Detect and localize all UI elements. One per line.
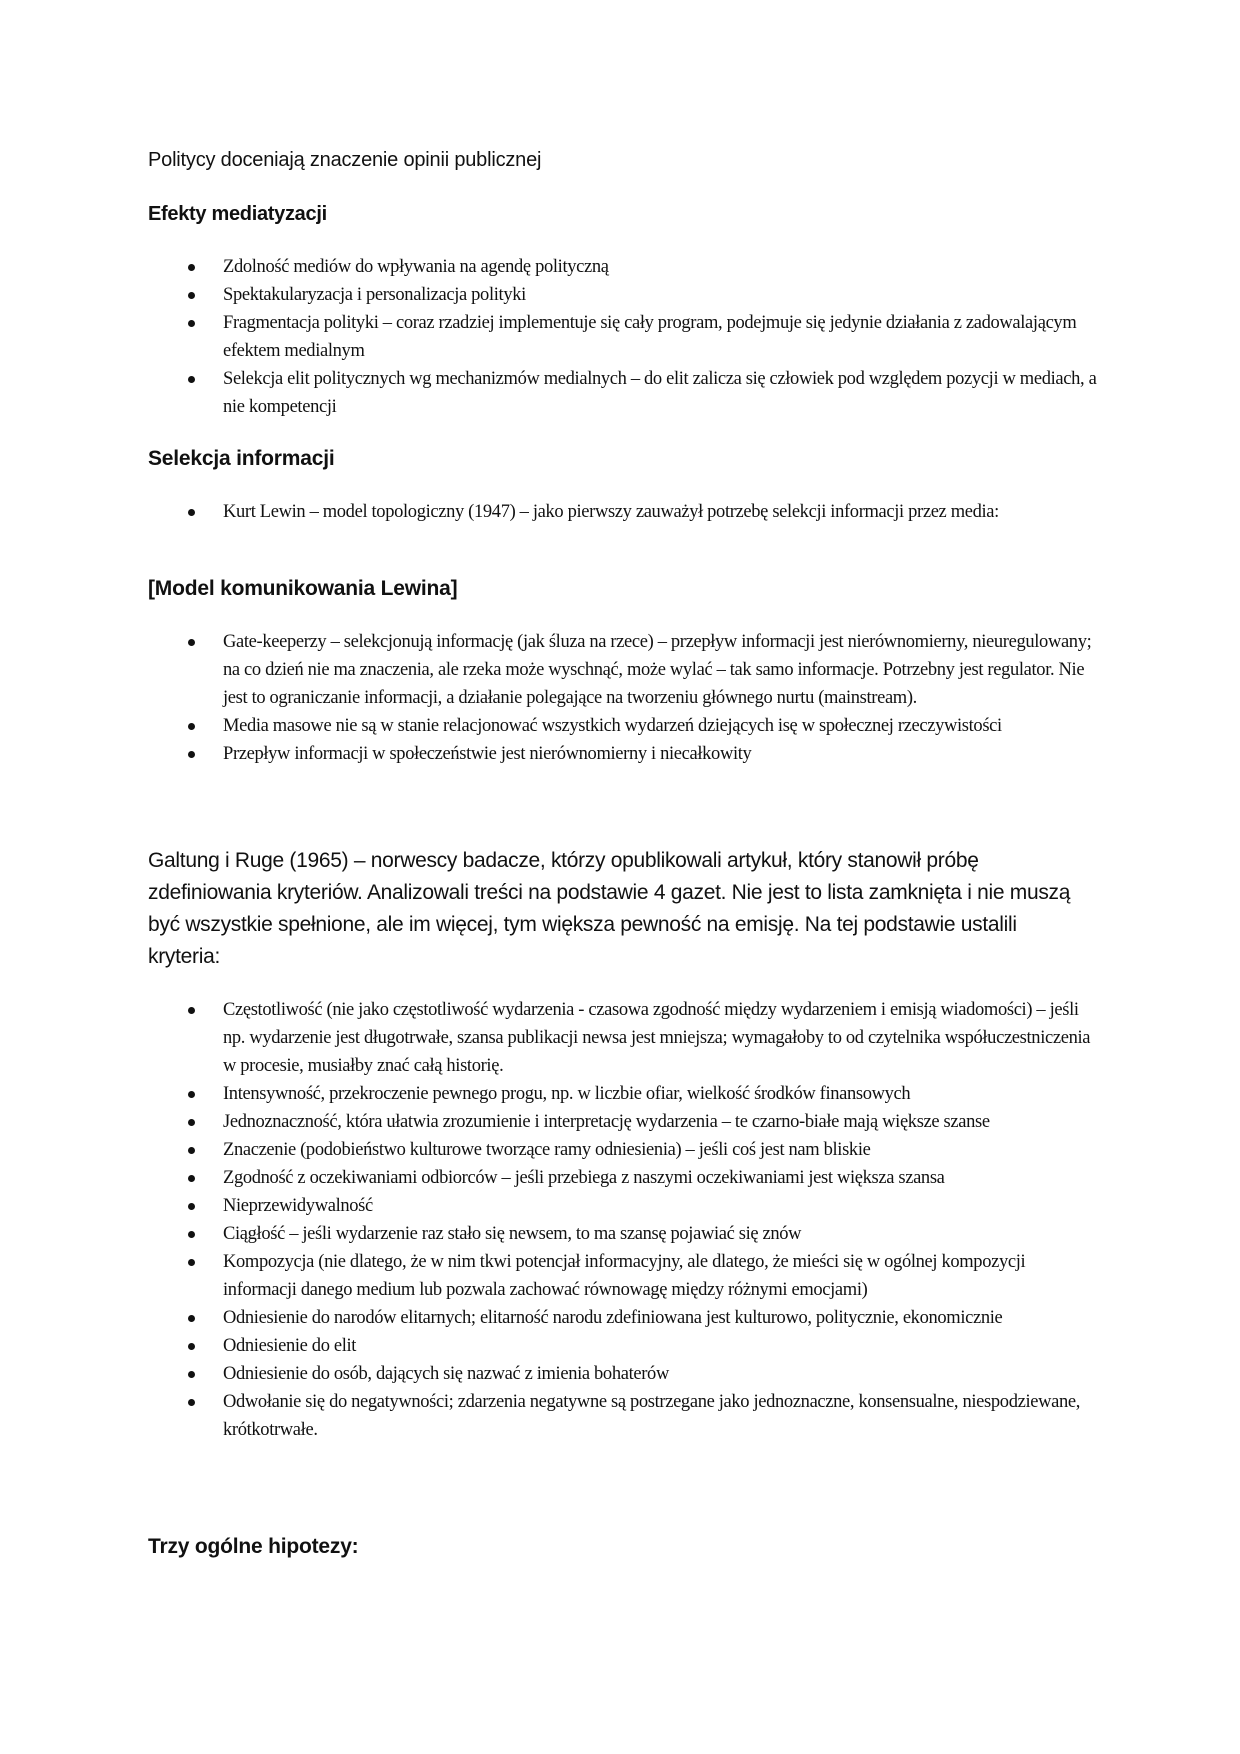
list-item: Selekcja elit politycznych wg mechanizmów medialnych – do elit zalicza się człowiek pod względem pozycji w mediach, a nie kompetencji (148, 365, 1098, 421)
intro-line: Politycy doceniają znaczenie opinii publicznej (148, 149, 542, 171)
list-item: Odwołanie się do negatywności; zdarzenia negatywne są postrzegane jako jednoznaczne, konsensualne, niespodziewane, krótkotrwałe. (148, 1388, 1098, 1444)
list-item: Odniesienie do narodów elitarnych; elitarność narodu zdefiniowana jest kulturowo, politycznie, ekonomicznie (148, 1304, 1098, 1332)
list-model-lewina (148, 628, 1098, 768)
galtung-ruge-paragraph: Galtung i Ruge (1965) – norwescy badacze, którzy opublikowali artykuł, który stanowił próbę zdefiniowania kryteriów. Analizowali treści na podstawie 4 gazet. Nie jest to lista zamknięta i nie muszą być wszystkie spełnione, ale im więcej, tym większa pewność na emisję. Na tej podstawie ustalili kryteria: (148, 849, 1071, 968)
heading-trzy-hipotezy: Trzy ogólne hipotezy: (148, 1535, 359, 1558)
list-item: Fragmentacja polityki – coraz rzadziej implementuje się cały program, podejmuje się jedynie działania z zadowalającym efektem medialnym (148, 309, 1098, 365)
list-item: Przepływ informacji w społeczeństwie jest nierównomierny i niecałkowity (148, 740, 1098, 768)
list-item: Odniesienie do osób, dających się nazwać z imienia bohaterów (148, 1360, 1098, 1388)
list-item: Intensywność, przekroczenie pewnego progu, np. w liczbie ofiar, wielkość środków finansowych (148, 1080, 1098, 1108)
list-item: Zgodność z oczekiwaniami odbiorców – jeśli przebiega z naszymi oczekiwaniami jest większa szansa (148, 1164, 1098, 1192)
list-item: Kompozycja (nie dlatego, że w nim tkwi potencjał informacyjny, ale dlatego, że mieści się w ogólnej kompozycji informacji danego medium lub pozwala zachować równowagę między różnymi emocjami) (148, 1248, 1098, 1304)
list-item: Zdolność mediów do wpływania na agendę polityczną (148, 253, 1098, 281)
list-item: Częstotliwość (nie jako częstotliwość wydarzenia - czasowa zgodność między wydarzeniem i emisją wiadomości) – jeśli np. wydarzenie jest długotrwałe, szansa publikacji newsa jest mniejsza; wymagałoby to od czytelnika współuczestniczenia w procesie, musiałby znać całą historię. (148, 996, 1098, 1080)
list-item: Kurt Lewin – model topologiczny (1947) – jako pierwszy zauważył potrzebę selekcji informacji przez media: (148, 498, 1098, 526)
list-item: Spektakularyzacja i personalizacja polityki (148, 281, 1098, 309)
list-item: Nieprzewidywalność (148, 1192, 1098, 1220)
list-item: Gate-keeperzy – selekcjonują informację (jak śluza na rzece) – przepływ informacji jest nierównomierny, nieuregulowany; na co dzień nie ma znaczenia, ale rzeka może wyschnąć, może wylać – tak samo informacje. Potrzebny jest regulator. Nie jest to ograniczanie informacji, a działanie polegające na tworzeniu głównego nurtu (mainstream). (148, 628, 1098, 712)
list-kryteria (148, 996, 1098, 1444)
list-item: Znaczenie (podobieństwo kulturowe tworzące ramy odniesienia) – jeśli coś jest nam bliskie (148, 1136, 1098, 1164)
list-item: Ciągłość – jeśli wydarzenie raz stało się newsem, to ma szansę pojawiać się znów (148, 1220, 1098, 1248)
list-item: Odniesienie do elit (148, 1332, 1098, 1360)
list-item: Jednoznaczność, która ułatwia zrozumienie i interpretację wydarzenia – te czarno-białe mają większe szanse (148, 1108, 1098, 1136)
heading-model-lewina: [Model komunikowania Lewina] (148, 577, 458, 600)
heading-selekcja-informacji: Selekcja informacji (148, 447, 335, 470)
list-selekcja-informacji (148, 498, 1098, 526)
list-efekty-mediatyzacji (148, 253, 1098, 421)
heading-efekty-mediatyzacji: Efekty mediatyzacji (148, 203, 327, 225)
list-item: Media masowe nie są w stanie relacjonować wszystkich wydarzeń dziejących isę w społecznej rzeczywistości (148, 712, 1098, 740)
